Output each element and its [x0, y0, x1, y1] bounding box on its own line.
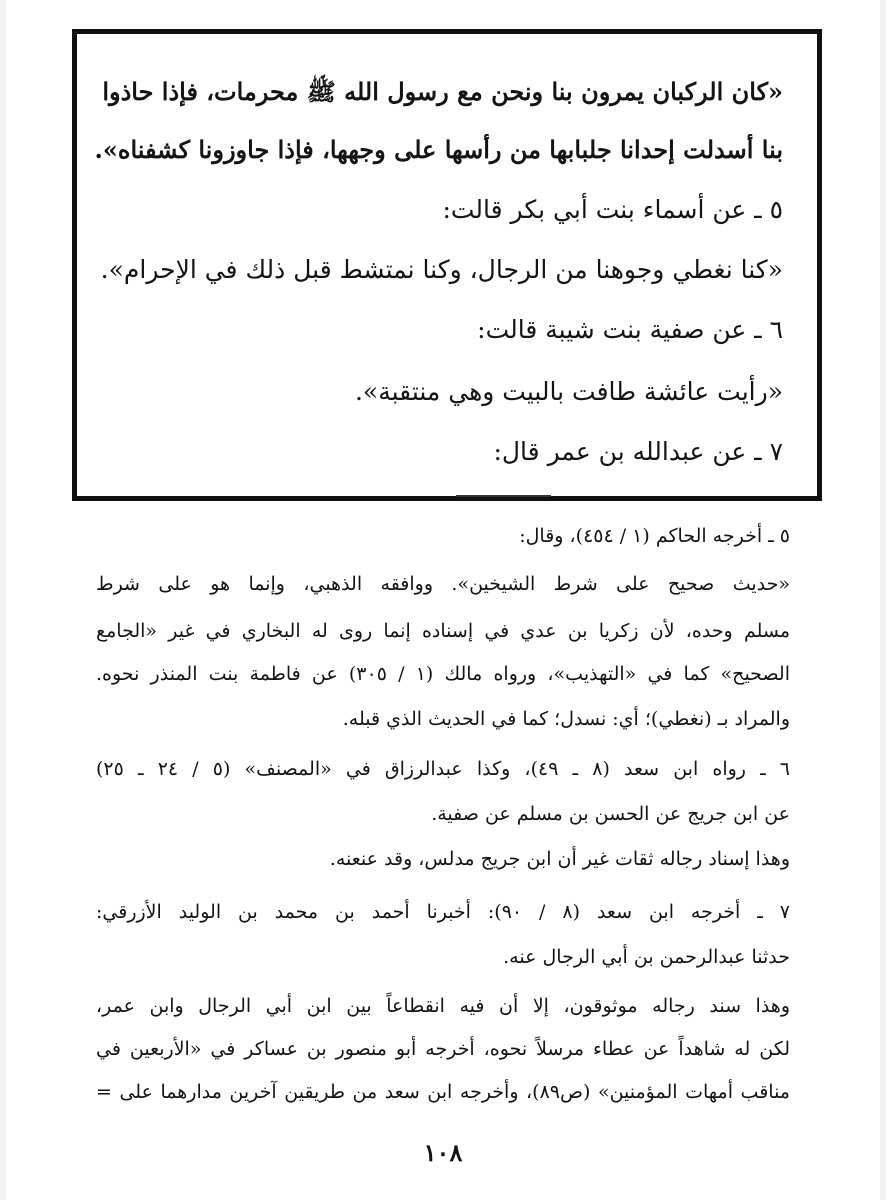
footnote-line-8: وهذا إسناد رجاله ثقات غير أن ابن جريج مدلس، وقد عنعنه.: [329, 848, 790, 870]
footnote-line-9: ٧ ـ أخرجه ابن سعد (٨ / ٩٠): أخبرنا أحمد بن محمد بن الوليد الأزرقي:: [96, 901, 790, 923]
page-number: ١٠٨: [423, 1138, 463, 1167]
footnote-line-13: مناقب أمهات المؤمنين» (ص٨٩)، وأخرجه ابن سعد من طريقين آخرين مدارهما على =: [96, 1081, 790, 1103]
box-line-5: ٦ ـ عن صفية بنت شيبة قالت:: [477, 315, 783, 344]
footnote-line-4: الصحيح» كما في «التهذيب»، ورواه مالك (١ / ٣٠٥) عن فاطمة بنت المنذر نحوه.: [96, 663, 790, 685]
footnote-line-10: حدثنا عبدالرحمن بن أبي الرجال عنه.: [503, 946, 790, 968]
hadith-text-box: [72, 29, 822, 501]
footnote-line-6: ٦ ـ رواه ابن سعد (٨ ـ ٤٩)، وكذا عبدالرزاق في «المصنف» (٥ / ٢٤ ـ ٢٥): [96, 758, 790, 780]
book-page: [6, 0, 880, 1200]
box-line-2: بنا أسدلت إحدانا جلبابها من رأسها على وجهها، فإذا جاوزونا كشفناه».: [94, 135, 783, 164]
footnote-line-5: والمراد بـ (نغطي)؛ أي: نسدل؛ كما في الحديث الذي قبله.: [342, 708, 790, 730]
footnote-line-1: ٥ ـ أخرجه الحاكم (١ / ٤٥٤)، وقال:: [519, 525, 790, 547]
footnote-line-12: لكن له شاهداً عن عطاء مرسلاً نحوه، أخرجه أبو منصور بن عساكر في «الأربعين في: [96, 1038, 790, 1060]
footnote-separator: [456, 495, 551, 497]
box-line-4: «كنا نغطي وجوهنا من الرجال، وكنا نمتشط قبل ذلك في الإحرام».: [100, 255, 783, 284]
footnote-line-7: عن ابن جريج عن الحسن بن مسلم عن صفية.: [431, 803, 790, 825]
box-line-3: ٥ ـ عن أسماء بنت أبي بكر قالت:: [442, 195, 783, 224]
box-line-7: ٧ ـ عن عبدالله بن عمر قال:: [493, 437, 783, 466]
box-line-6: «رأيت عائشة طافت بالبيت وهي منتقبة».: [354, 377, 783, 406]
footnote-line-3: مسلم وحده، لأن زكريا بن عدي في إسناده إنما روى له البخاري في غير «الجامع: [96, 620, 790, 642]
box-line-1: «كان الركبان يمرون بنا ونحن مع رسول الله ﷺ محرمات، فإذا حاذوا: [102, 77, 783, 106]
footnote-line-2: «حديث صحيح على شرط الشيخين». ووافقه الذهبي، وإنما هو على شرط: [96, 573, 790, 595]
footnote-line-11: وهذا سند رجاله موثوقون، إلا أن فيه انقطاعاً بين ابن أبي الرجال وابن عمر،: [96, 995, 790, 1017]
